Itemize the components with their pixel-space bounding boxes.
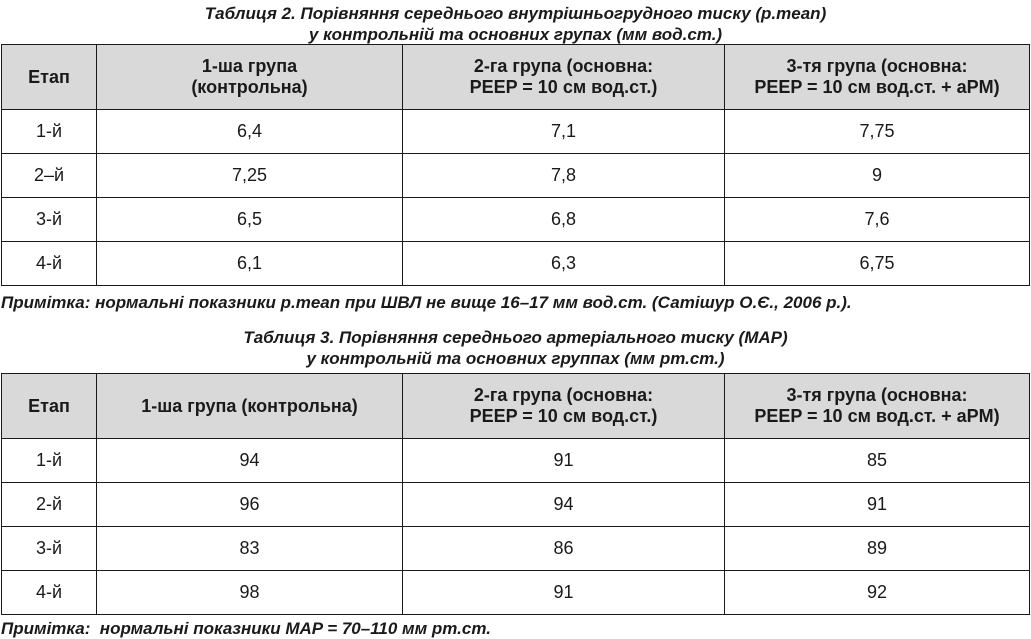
value-cell: 7,25 [97, 154, 403, 198]
value-cell: 7,75 [725, 110, 1030, 154]
table2-header-col3 [403, 45, 725, 110]
header-text: PEEP = 10 см вод.ст. + aPM) [754, 77, 1000, 97]
table-row [2, 242, 1030, 286]
header-text: PEEP = 10 см вод.ст.) [469, 406, 658, 426]
stage-cell: 1-й [2, 110, 97, 154]
header-text: 2-га група (основна: [473, 385, 654, 405]
value-cell: 92 [725, 571, 1030, 615]
table2-header-col2 [97, 45, 403, 110]
value-cell: 85 [725, 439, 1030, 483]
table2-header-col1 [2, 45, 97, 110]
value-cell: 6,75 [725, 242, 1030, 286]
value-cell: 89 [725, 527, 1030, 571]
header-text: 3-тя група (основна: [786, 385, 968, 405]
table-row [2, 198, 1030, 242]
table3-header-col2 [97, 374, 403, 439]
table-row [2, 483, 1030, 527]
table-row [2, 527, 1030, 571]
stage-cell: 4-й [2, 571, 97, 615]
value-cell: 96 [97, 483, 403, 527]
value-cell: 91 [403, 439, 725, 483]
table3-header-col3 [403, 374, 725, 439]
header-text: Етап [28, 395, 70, 416]
table3-caption [0, 327, 1031, 369]
table3-header-col4 [725, 374, 1030, 439]
table2-caption-line1: Таблиця 2. Порівняння середнього внутрішньогрудного тиску (p.mean) [204, 4, 827, 23]
table3-caption-line2: у контрольній та основних группах (мм рт.ст.) [306, 349, 725, 368]
header-text: PEEP = 10 см вод.ст. + aPM) [754, 406, 1000, 426]
header-text: Етап [28, 66, 70, 87]
value-cell: 9 [725, 154, 1030, 198]
header-text: 2-га група (основна: [473, 56, 654, 76]
value-cell: 91 [403, 571, 725, 615]
value-cell: 83 [97, 527, 403, 571]
table3 [1, 373, 1030, 615]
header-text: PEEP = 10 см вод.ст.) [469, 77, 658, 97]
value-cell: 6,5 [97, 198, 403, 242]
value-cell: 6,4 [97, 110, 403, 154]
value-cell: 7,8 [403, 154, 725, 198]
table-row [2, 571, 1030, 615]
value-cell: 6,3 [403, 242, 725, 286]
table2-header-col4 [725, 45, 1030, 110]
value-cell: 6,8 [403, 198, 725, 242]
value-cell: 6,1 [97, 242, 403, 286]
stage-cell: 3-й [2, 198, 97, 242]
stage-cell: 4-й [2, 242, 97, 286]
table2-header-row [2, 45, 1030, 110]
value-cell: 91 [725, 483, 1030, 527]
table2-note: Примітка: нормальні показники p.mean при ШВЛ не вище 16–17 мм вод.ст. (Сатішур О.Є., 2006 р.). [1, 293, 852, 312]
header-text: 1-ша група (контрольна) [141, 395, 358, 416]
value-cell: 86 [403, 527, 725, 571]
stage-cell: 2–й [2, 154, 97, 198]
value-cell: 7,6 [725, 198, 1030, 242]
table3-caption-line1: Таблиця 3. Порівняння середнього артеріального тиску (MAP) [243, 328, 788, 347]
stage-cell: 2-й [2, 483, 97, 527]
table2-caption-line2: у контрольній та основних групах (мм вод.ст.) [308, 25, 723, 44]
header-text: 1-ша група [201, 56, 298, 76]
value-cell: 98 [97, 571, 403, 615]
value-cell: 94 [403, 483, 725, 527]
table-row [2, 110, 1030, 154]
stage-cell: 3-й [2, 527, 97, 571]
header-text: 3-тя група (основна: [786, 56, 968, 76]
value-cell: 7,1 [403, 110, 725, 154]
table2-caption [0, 3, 1031, 45]
table3-header-row [2, 374, 1030, 439]
table3-header-col1 [2, 374, 97, 439]
stage-cell: 1-й [2, 439, 97, 483]
header-text: (контрольна) [191, 77, 308, 97]
table-row [2, 154, 1030, 198]
table2 [1, 44, 1030, 286]
value-cell: 94 [97, 439, 403, 483]
table-row [2, 439, 1030, 483]
table3-note: Примітка: нормальні показники MAP = 70–110 мм рт.ст. [1, 619, 491, 638]
